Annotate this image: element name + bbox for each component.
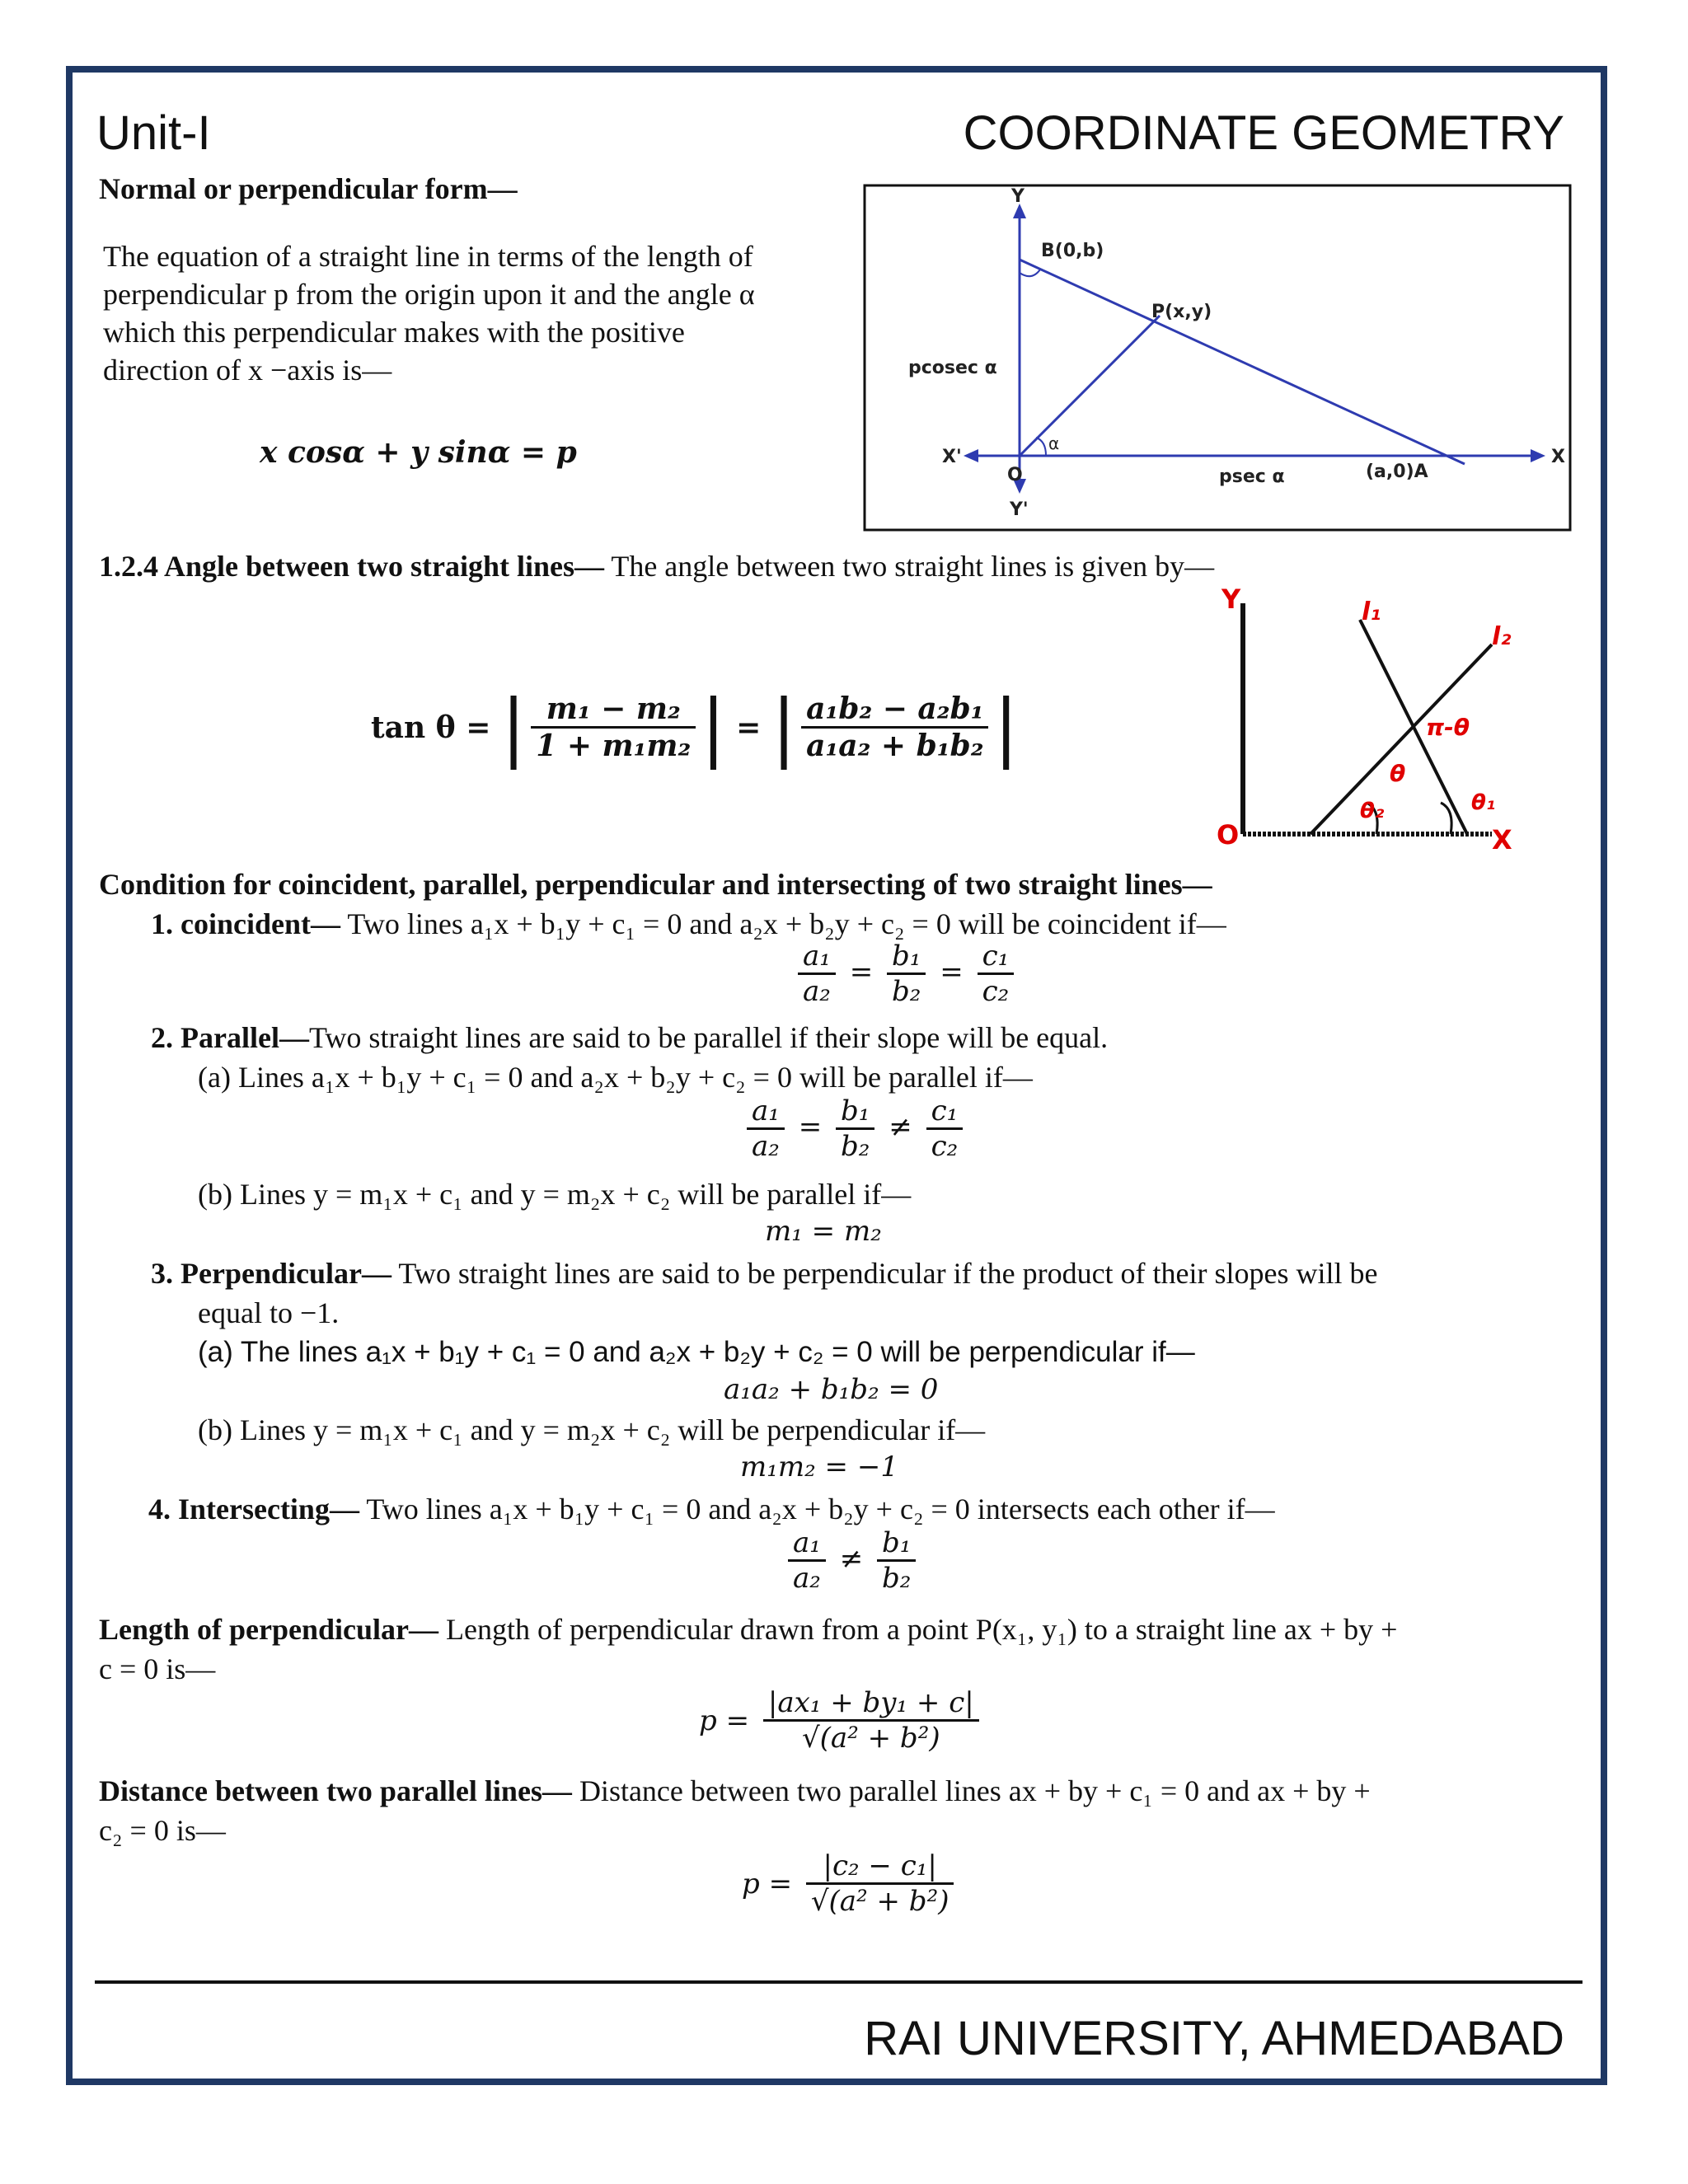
normal-form-equation: x cosα + y sinα = p bbox=[260, 435, 577, 470]
normal-form-line-3: which this perpendicular makes with the positive bbox=[103, 316, 685, 349]
footer-divider bbox=[95, 1980, 1582, 1984]
fig1-p-point: P(x,y) bbox=[1151, 302, 1212, 322]
angle-diagram bbox=[1203, 587, 1525, 851]
normal-form-line-2: perpendicular p from the origin upon it and the angle α bbox=[103, 278, 755, 311]
fig2-l1: l₁ bbox=[1362, 598, 1381, 626]
perpendicular-slope-eq: m₁m₂ = −1 bbox=[740, 1451, 898, 1483]
normal-form-diagram bbox=[863, 184, 1572, 532]
fig1-alpha: α bbox=[1048, 434, 1060, 453]
condition-perpendicular: 3. Perpendicular— Two straight lines are said to be perpendicular if the product of their slopes will be bbox=[151, 1257, 1378, 1290]
parallel-slope-eq: m₁ = m₂ bbox=[765, 1215, 882, 1248]
normal-form-line-4: direction of x −axis is— bbox=[103, 354, 392, 387]
fig1-x-label: X bbox=[1551, 447, 1565, 467]
intersecting-ratio: $\frac{\text{a₁}}{\text{a₂}}$ ≠ $\frac{\text{b₁}}{\text{b₂}}$ bbox=[783, 1526, 921, 1595]
coincident-ratio: $\frac{\text{a₁}}{\text{a₂}}$ = $\frac{\text{b₁}}{\text{b₂}}$ = $\frac{\text{c₁}}{\text{c₂}}$ bbox=[793, 940, 1019, 1008]
fig2-theta: θ bbox=[1390, 760, 1406, 787]
angle-frac-1: $\frac{\text{m₁ − m₂}}{\text{1 + m₁m₂}}$ bbox=[531, 691, 696, 763]
perpendicular-a: (a) The lines a₁x + b₁y + c₁ = 0 and a₂x + b₂y + c₂ = 0 will be perpendicular if— bbox=[198, 1336, 1195, 1368]
parallel-ratio: $\frac{\text{a₁}}{\text{a₂}}$ = $\frac{\text{b₁}}{\text{b₂}}$ ≠ $\frac{\text{c₁}}{\text{c₂}}$ bbox=[742, 1094, 968, 1163]
fig2-o: O bbox=[1217, 819, 1240, 851]
fig2-l2: l₂ bbox=[1492, 622, 1512, 651]
fig1-pcosec: pcosec α bbox=[908, 358, 997, 378]
fig2-y: Y bbox=[1221, 587, 1241, 615]
normal-form-heading: Normal or perpendicular form— bbox=[99, 172, 518, 205]
perpendicular-b: (b) Lines y = m₁x + c₁ and y = m₂x + c₂ will be perpendicular if— bbox=[198, 1413, 986, 1446]
perpendicular-text-2: equal to −1. bbox=[198, 1296, 340, 1329]
angle-lhs: tan θ = bbox=[371, 710, 491, 745]
length-perp-formula: p = $\frac{\text{|ax₁ + by₁ + c|}}{\text{√(a² + b²)}}$ bbox=[699, 1686, 984, 1755]
normal-form-line-1: The equation of a straight line in terms of the length of bbox=[103, 240, 753, 273]
angle-text: The angle between two straight lines is given by— bbox=[611, 550, 1215, 583]
length-perp-line-2: c = 0 is— bbox=[99, 1652, 216, 1685]
fig1-y-label: Y bbox=[1011, 186, 1025, 207]
conditions-heading: Condition for coincident, parallel, perpendicular and intersecting of two straight lines— bbox=[99, 868, 1212, 901]
fig1-psec: psec α bbox=[1219, 466, 1285, 487]
parallel-a: (a) Lines a₁x + b₁y + c₁ = 0 and a₂x + b₂y + c₂ = 0 will be parallel if— bbox=[198, 1061, 1033, 1094]
fig2-theta2: θ₂ bbox=[1360, 799, 1385, 823]
fig1-b-point: B(0,b) bbox=[1041, 241, 1104, 261]
perpendicular-coef-eq: a₁a₂ + b₁b₂ = 0 bbox=[724, 1373, 939, 1406]
parallel-b: (b) Lines y = m₁x + c₁ and y = m₂x + c₂ will be parallel if— bbox=[198, 1178, 912, 1211]
fig1-y-prime: Y' bbox=[1010, 499, 1029, 520]
angle-formula: tan θ = | $\frac{\text{m₁ − m₂}}{\text{1 + m₁m₂}}$ | = | $\frac{\text{a₁b₂ − a₂b₁}}{\text{a₁a₂ + b₁b₂}}$ | bbox=[371, 684, 1019, 771]
subject-title: COORDINATE GEOMETRY bbox=[963, 106, 1564, 160]
angle-heading: 1.2.4 Angle between two straight lines— bbox=[99, 550, 604, 583]
footer-university: RAI UNIVERSITY, AHMEDABAD bbox=[864, 2012, 1564, 2065]
condition-intersecting: 4. Intersecting— Two lines a₁x + b₁y + c₁ = 0 and a₂x + b₂y + c₂ = 0 intersects each other if— bbox=[148, 1493, 1275, 1526]
distance-formula: p = $\frac{\text{|c₂ − c₁|}}{\text{√(a² + b²)}}$ bbox=[742, 1849, 959, 1918]
condition-coincident: 1. coincident— Two lines a₁x + b₁y + c₁ = 0 and a₂x + b₂y + c₂ = 0 will be coincident if— bbox=[151, 907, 1226, 940]
fig1-origin: O bbox=[1007, 465, 1023, 485]
fig2-x: X bbox=[1492, 824, 1512, 851]
fig2-theta1: θ₁ bbox=[1471, 790, 1496, 815]
length-perp-line-1: Length of perpendicular— Length of perpendicular drawn from a point P(x₁, y₁) to a straight line ax + by + bbox=[99, 1613, 1398, 1646]
fig1-x-prime: X' bbox=[942, 447, 962, 467]
fig2-pi-theta: π-θ bbox=[1426, 714, 1470, 741]
distance-line-1: Distance between two parallel lines— Distance between two parallel lines ax + by + c₁ = 0 and ax + by + bbox=[99, 1774, 1371, 1807]
angle-frac-2: $\frac{\text{a₁b₂ − a₂b₁}}{\text{a₁a₂ + b₁b₂}}$ bbox=[801, 691, 988, 763]
distance-line-2: c₂ = 0 is— bbox=[99, 1814, 226, 1847]
unit-label: Unit-I bbox=[96, 106, 211, 160]
angle-section bbox=[99, 547, 1214, 585]
condition-parallel: 2. Parallel—Two straight lines are said to be parallel if their slope will be equal. bbox=[151, 1021, 1109, 1054]
fig1-a-point: (a,0)A bbox=[1366, 462, 1428, 482]
